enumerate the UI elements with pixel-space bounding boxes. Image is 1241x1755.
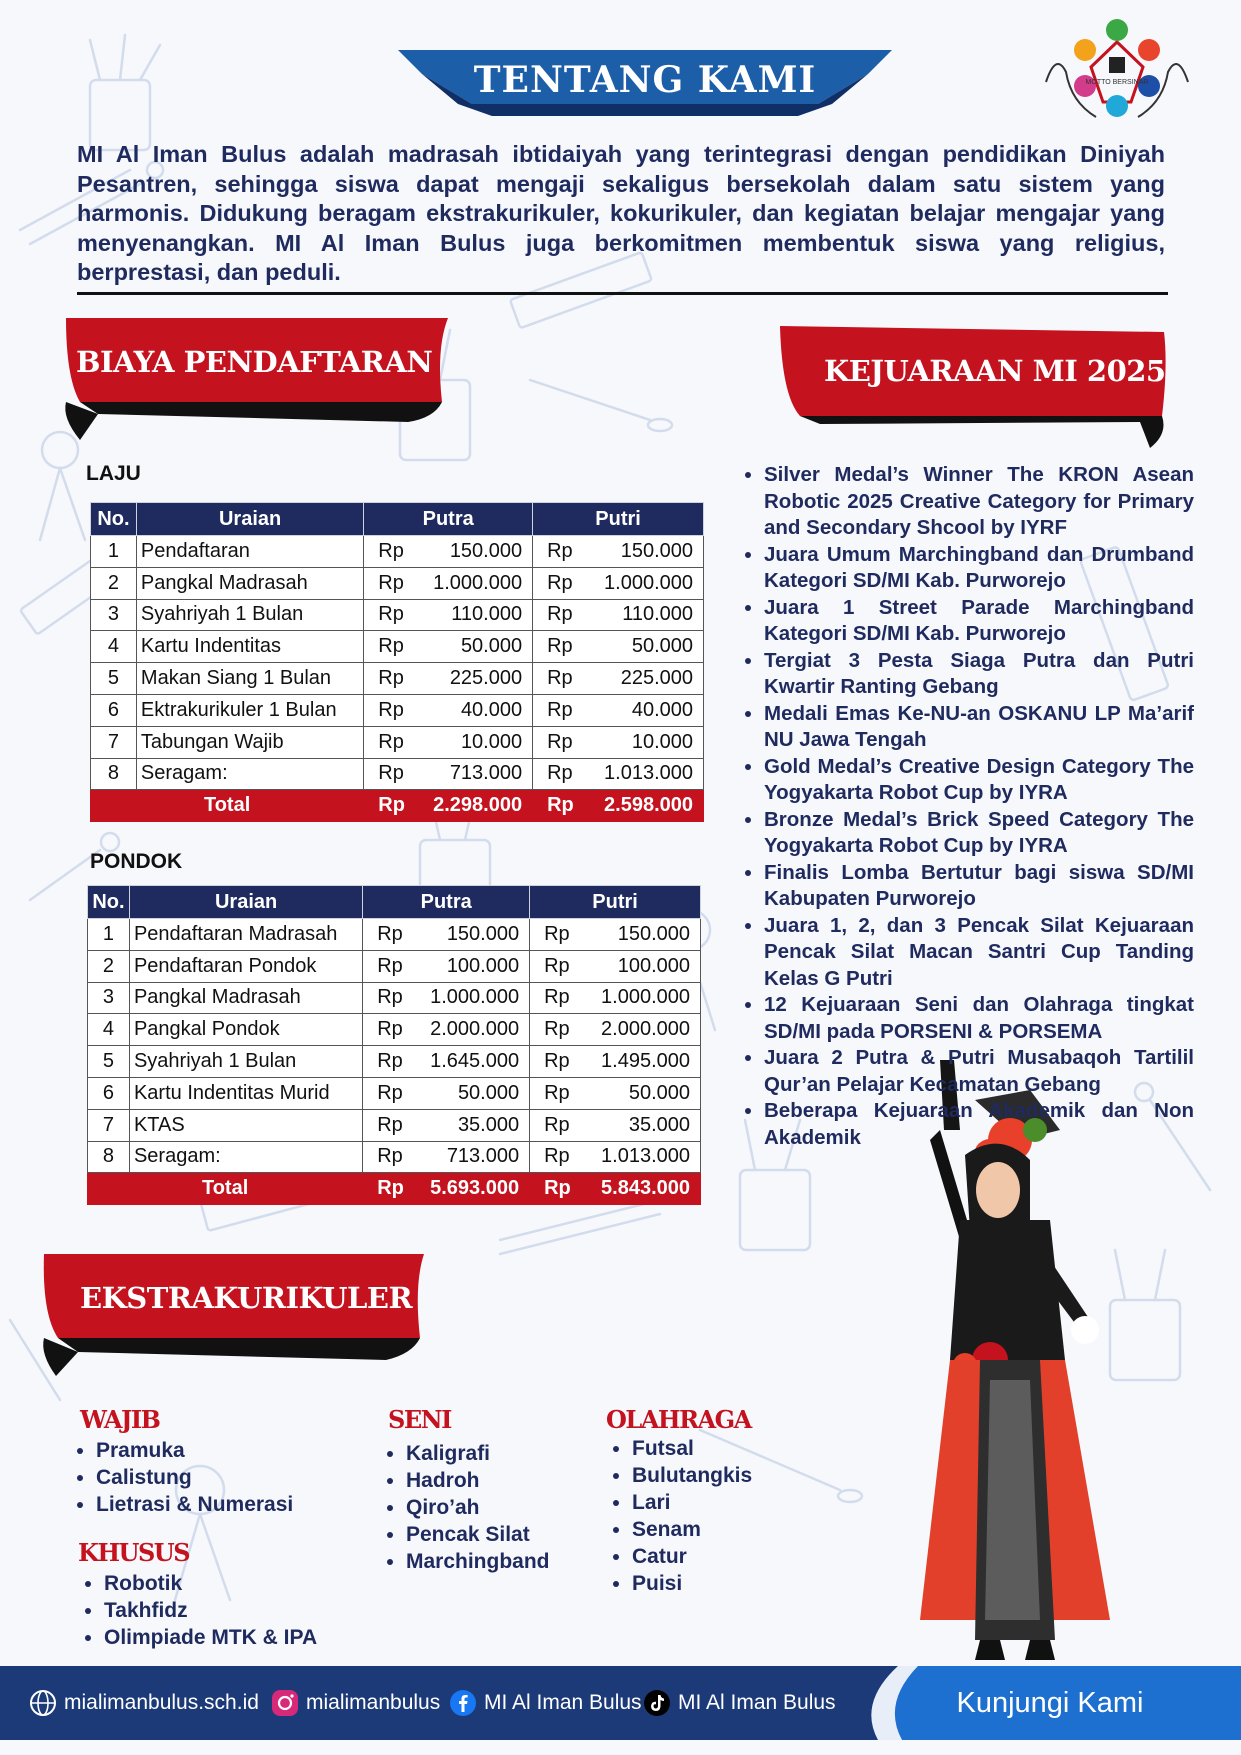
table-row — [91, 663, 704, 695]
list-item: • Bulutangkis — [632, 1462, 752, 1489]
row-item: Ektrakurikuler 1 Bulan — [136, 694, 363, 726]
row-putri-amount: 10.000 — [583, 726, 704, 758]
total-putra-amount: 5.693.000 — [413, 1173, 530, 1205]
table-row — [88, 982, 701, 1014]
table-row — [88, 1141, 701, 1173]
table-header-row — [88, 886, 701, 919]
row-putri-amount: 150.000 — [580, 919, 701, 951]
row-putri-currency: Rp — [533, 567, 583, 599]
list-item: • Lietrasi & Numerasi — [96, 1491, 293, 1518]
list-item: • Pramuka — [96, 1437, 293, 1464]
row-item: Syahriyah 1 Bulan — [136, 599, 363, 631]
table-header-row — [91, 503, 704, 536]
list-item: • Juara 1 Street Parade Marchingband Kategori SD/MI Kab. Purworejo — [764, 595, 1194, 648]
table-row — [88, 1109, 701, 1141]
khusus-title: KHUSUS — [78, 1538, 190, 1567]
row-putra-amount: 1.000.000 — [413, 982, 530, 1014]
table-row — [91, 567, 704, 599]
total-putri-amount: 5.843.000 — [580, 1173, 701, 1205]
row-putra-amount: 225.000 — [414, 663, 533, 695]
row-putra-currency: Rp — [364, 631, 414, 663]
row-putri-amount: 50.000 — [580, 1077, 701, 1109]
seni-list — [380, 1440, 550, 1575]
col-uraian: Uraian — [129, 886, 362, 919]
list-item: • Juara 2 Putra & Putri Musabaqoh Tartilil Qur’an Pelajar Kecamatan Gebang — [764, 1045, 1194, 1098]
row-putra-currency: Rp — [363, 1141, 413, 1173]
row-number: 6 — [91, 694, 137, 726]
row-putri-amount: 50.000 — [583, 631, 704, 663]
pondok-label: PONDOK — [90, 850, 183, 873]
visit-us-button[interactable]: Kunjungi Kami — [956, 1686, 1144, 1719]
list-item: • Qiro’ah — [406, 1494, 550, 1521]
row-putri-currency: Rp — [530, 1109, 580, 1141]
table-row — [88, 919, 701, 951]
row-item: Seragam: — [129, 1141, 362, 1173]
wajib-title: WAJIB — [80, 1405, 160, 1434]
list-item: • Robotik — [104, 1570, 317, 1597]
row-putra-amount: 40.000 — [414, 694, 533, 726]
row-putri-amount: 150.000 — [583, 536, 704, 568]
list-item: • Finalis Lomba Bertutur bagi siswa SD/MI Kabupaten Purworejo — [764, 860, 1194, 913]
row-number: 5 — [91, 663, 137, 695]
pondok-fee-table — [87, 885, 701, 1205]
list-item: • Medali Emas Ke-NU-an OSKANU LP Ma’arif NU Jawa Tengah — [764, 701, 1194, 754]
row-putra-currency: Rp — [364, 726, 414, 758]
row-putri-currency: Rp — [533, 536, 583, 568]
row-putra-amount: 50.000 — [414, 631, 533, 663]
row-item: Pangkal Madrasah — [129, 982, 362, 1014]
row-putri-amount: 1.000.000 — [580, 982, 701, 1014]
fees-title: BIAYA PENDAFTARAN — [76, 345, 433, 379]
row-number: 7 — [91, 726, 137, 758]
table-row — [91, 726, 704, 758]
row-putri-currency: Rp — [533, 631, 583, 663]
row-putra-amount: 150.000 — [414, 536, 533, 568]
list-item: • Gold Medal’s Creative Design Category The Yogyakarta Robot Cup by IYRA — [764, 754, 1194, 807]
table-row — [88, 1077, 701, 1109]
total-putri-currency: Rp — [533, 790, 583, 822]
row-item: KTAS — [129, 1109, 362, 1141]
row-putri-amount: 1.000.000 — [583, 567, 704, 599]
row-putri-amount: 110.000 — [583, 599, 704, 631]
row-putra-currency: Rp — [363, 919, 413, 951]
row-item: Pendaftaran Pondok — [129, 950, 362, 982]
instagram-text: mialimanbulus — [306, 1691, 441, 1714]
row-putra-amount: 110.000 — [414, 599, 533, 631]
olahraga-title: OLAHRAGA — [606, 1405, 751, 1434]
table-row — [91, 536, 704, 568]
list-item: • Calistung — [96, 1464, 293, 1491]
list-item: • Juara 1, 2, dan 3 Pencak Silat Kejuaraan Pencak Silat Macan Santri Cup Tanding Kelas G Putri — [764, 913, 1194, 993]
row-putra-currency: Rp — [363, 1014, 413, 1046]
total-row — [91, 790, 704, 822]
facebook-icon — [448, 1688, 478, 1718]
row-putra-amount: 1.000.000 — [414, 567, 533, 599]
table-row — [91, 599, 704, 631]
achievements-list — [734, 462, 1194, 1151]
olahraga-list — [606, 1435, 752, 1597]
list-item: • Futsal — [632, 1435, 752, 1462]
row-number: 1 — [91, 536, 137, 568]
row-putri-amount: 40.000 — [583, 694, 704, 726]
row-putri-currency: Rp — [533, 663, 583, 695]
row-number: 4 — [91, 631, 137, 663]
tiktok-link[interactable] — [642, 1686, 836, 1720]
list-item: • Juara Umum Marchingband dan Drumband Kategori SD/MI Kab. Purworejo — [764, 542, 1194, 595]
about-paragraph: MI Al Iman Bulus adalah madrasah ibtidaiyah yang terintegrasi dengan pendidikan Diniyah Pesantren, sehingga siswa dapat mengaji sekaligus bersekolah dalam satu sistem yang harmonis. Didukung beragam ekstrakurikuler, kokurikuler, dan kegiatan belajar mengajar yang menyenangkan. MI Al Iman Bulus juga berkomitmen membentuk siswa yang religius, berprestasi, dan peduli. — [77, 141, 1165, 285]
row-number: 8 — [88, 1141, 130, 1173]
row-putri-currency: Rp — [530, 1046, 580, 1078]
table-row — [88, 1046, 701, 1078]
row-putri-currency: Rp — [530, 950, 580, 982]
extracurricular-title: EKSTRAKURIKULER — [80, 1281, 413, 1315]
row-putra-currency: Rp — [363, 982, 413, 1014]
row-putra-amount: 2.000.000 — [413, 1014, 530, 1046]
row-putri-currency: Rp — [533, 599, 583, 631]
col-putra: Putra — [364, 503, 533, 536]
row-number: 2 — [88, 950, 130, 982]
list-item: • Beberapa Kejuaraan Akademik dan Non Akademik — [764, 1098, 1194, 1151]
row-number: 7 — [88, 1109, 130, 1141]
total-label: Total — [91, 790, 364, 822]
achievements-title: KEJUARAAN MI 2025 — [824, 354, 1166, 388]
tiktok-icon — [642, 1688, 672, 1718]
row-putra-currency: Rp — [364, 758, 414, 790]
list-item: • Bronze Medal’s Brick Speed Category The Yogyakarta Robot Cup by IYRA — [764, 807, 1194, 860]
row-item: Tabungan Wajib — [136, 726, 363, 758]
row-putri-amount: 1.495.000 — [580, 1046, 701, 1078]
page-title: TENTANG KAMI — [473, 59, 817, 101]
row-putri-currency: Rp — [530, 982, 580, 1014]
row-putra-currency: Rp — [364, 599, 414, 631]
row-putra-currency: Rp — [364, 536, 414, 568]
list-item: • Silver Medal’s Winner The KRON Asean Robotic 2025 Creative Category for Primary and Secondary Shcool by IYRF — [764, 462, 1194, 542]
row-putra-currency: Rp — [364, 663, 414, 695]
globe-icon — [28, 1688, 58, 1718]
list-item: • Tergiat 3 Pesta Siaga Putra dan Putri Kwartir Ranting Gebang — [764, 648, 1194, 701]
row-item: Kartu Indentitas — [136, 631, 363, 663]
col-no: No. — [91, 503, 137, 536]
row-number: 4 — [88, 1014, 130, 1046]
divider — [77, 292, 1168, 295]
row-number: 3 — [88, 982, 130, 1014]
row-putra-amount: 150.000 — [413, 919, 530, 951]
total-putra-currency: Rp — [364, 790, 414, 822]
row-number: 3 — [91, 599, 137, 631]
row-putra-currency: Rp — [363, 1109, 413, 1141]
row-putri-amount: 225.000 — [583, 663, 704, 695]
school-motto-logo — [1036, 12, 1198, 130]
row-item: Pendaftaran Madrasah — [129, 919, 362, 951]
list-item: • Olimpiade MTK & IPA — [104, 1624, 317, 1651]
table-row — [88, 1014, 701, 1046]
row-number: 6 — [88, 1077, 130, 1109]
row-putra-amount: 10.000 — [414, 726, 533, 758]
row-putri-amount: 2.000.000 — [580, 1014, 701, 1046]
website-link[interactable] — [28, 1686, 259, 1720]
row-putra-amount: 100.000 — [413, 950, 530, 982]
row-putra-currency: Rp — [363, 950, 413, 982]
row-item: Makan Siang 1 Bulan — [136, 663, 363, 695]
row-putra-amount: 1.645.000 — [413, 1046, 530, 1078]
col-putri: Putri — [533, 503, 704, 536]
row-putra-amount: 35.000 — [413, 1109, 530, 1141]
row-number: 8 — [91, 758, 137, 790]
row-putri-currency: Rp — [533, 726, 583, 758]
total-putra-currency: Rp — [363, 1173, 413, 1205]
row-item: Kartu Indentitas Murid — [129, 1077, 362, 1109]
row-putri-currency: Rp — [530, 1014, 580, 1046]
row-putri-currency: Rp — [533, 694, 583, 726]
row-putri-amount: 100.000 — [580, 950, 701, 982]
laju-label: LAJU — [86, 462, 141, 485]
list-item: • Pencak Silat — [406, 1521, 550, 1548]
table-row — [91, 631, 704, 663]
list-item: • Marchingband — [406, 1548, 550, 1575]
row-putri-amount: 1.013.000 — [583, 758, 704, 790]
logo-text: MOTTO BERSINAR — [1085, 79, 1149, 86]
row-putri-currency: Rp — [530, 1077, 580, 1109]
khusus-list — [78, 1570, 317, 1651]
col-no: No. — [88, 886, 130, 919]
row-item: Seragam: — [136, 758, 363, 790]
row-item: Pangkal Pondok — [129, 1014, 362, 1046]
list-item: • Kaligrafi — [406, 1440, 550, 1467]
list-item: • Lari — [632, 1489, 752, 1516]
col-uraian: Uraian — [136, 503, 363, 536]
list-item: • Catur — [632, 1543, 752, 1570]
table-row — [91, 758, 704, 790]
list-item: • 12 Kejuaraan Seni dan Olahraga tingkat SD/MI pada PORSENI & PORSEMA — [764, 992, 1194, 1045]
row-putri-amount: 1.013.000 — [580, 1141, 701, 1173]
row-item: Syahriyah 1 Bulan — [129, 1046, 362, 1078]
row-putra-amount: 50.000 — [413, 1077, 530, 1109]
col-putra: Putra — [363, 886, 530, 919]
laju-fee-table — [90, 502, 704, 822]
row-putra-currency: Rp — [363, 1046, 413, 1078]
facebook-link[interactable] — [448, 1686, 642, 1720]
row-putri-amount: 35.000 — [580, 1109, 701, 1141]
total-label: Total — [88, 1173, 363, 1205]
list-item: • Senam — [632, 1516, 752, 1543]
row-putra-currency: Rp — [363, 1077, 413, 1109]
wajib-list — [70, 1437, 293, 1518]
col-putri: Putri — [530, 886, 701, 919]
facebook-text: MI Al Iman Bulus — [484, 1691, 642, 1714]
row-number: 1 — [88, 919, 130, 951]
row-number: 5 — [88, 1046, 130, 1078]
total-putri-currency: Rp — [530, 1173, 580, 1205]
instagram-link[interactable] — [270, 1686, 440, 1720]
website-text: mialimanbulus.sch.id — [64, 1691, 259, 1714]
list-item: • Hadroh — [406, 1467, 550, 1494]
row-number: 2 — [91, 567, 137, 599]
row-putri-currency: Rp — [530, 919, 580, 951]
row-putra-currency: Rp — [364, 694, 414, 726]
row-putra-amount: 713.000 — [414, 758, 533, 790]
seni-title: SENI — [388, 1405, 451, 1434]
table-row — [91, 694, 704, 726]
row-putri-currency: Rp — [533, 758, 583, 790]
row-putra-currency: Rp — [364, 567, 414, 599]
tiktok-text: MI Al Iman Bulus — [678, 1691, 836, 1714]
list-item: • Puisi — [632, 1570, 752, 1597]
total-putra-amount: 2.298.000 — [414, 790, 533, 822]
table-row — [88, 950, 701, 982]
row-putra-amount: 713.000 — [413, 1141, 530, 1173]
instagram-icon — [270, 1688, 300, 1718]
row-item: Pendaftaran — [136, 536, 363, 568]
row-item: Pangkal Madrasah — [136, 567, 363, 599]
total-putri-amount: 2.598.000 — [583, 790, 704, 822]
row-putri-currency: Rp — [530, 1141, 580, 1173]
total-row — [88, 1173, 701, 1205]
list-item: • Takhfidz — [104, 1597, 317, 1624]
